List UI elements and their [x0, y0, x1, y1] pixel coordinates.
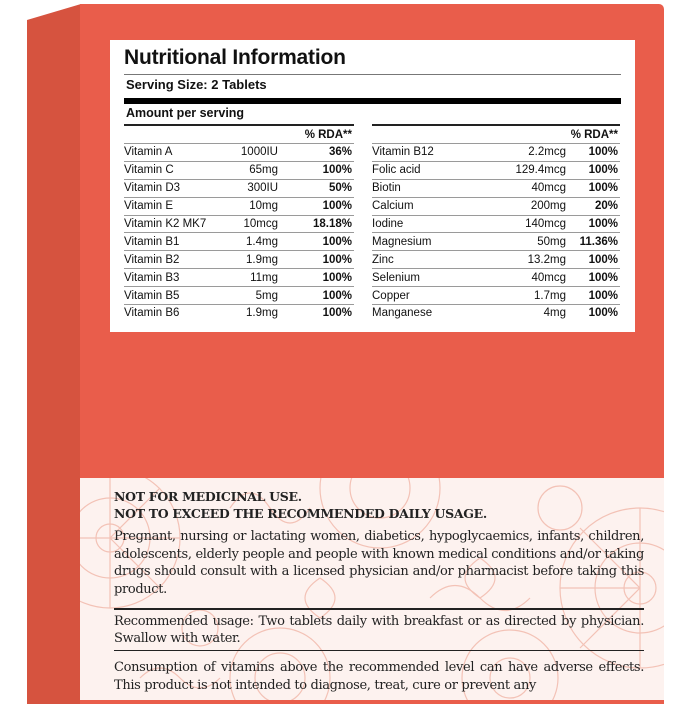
nutrient-name: Vitamin B12: [372, 146, 434, 159]
nutrient-amount: 40mcg: [531, 182, 566, 195]
nutrient-name: Vitamin D3: [124, 182, 181, 195]
nutrient-rda: 11.36%: [579, 235, 618, 248]
nutrient-name: Vitamin K2 MK7: [124, 218, 207, 230]
nutrient-amount: 10mg: [249, 200, 278, 213]
nutrient-rda: 100%: [588, 307, 618, 320]
nutrient-rda: 100%: [322, 200, 352, 213]
nutrient-row: [124, 179, 354, 197]
nutrient-column-right: [372, 124, 620, 322]
nutrient-row: [124, 161, 354, 179]
nutrient-row: [124, 232, 354, 250]
nutrient-amount: 10mcg: [243, 218, 278, 230]
nutrient-rda: 100%: [588, 253, 618, 266]
nutrient-name: Vitamin B3: [124, 271, 180, 284]
nutrient-amount: 11mg: [250, 271, 278, 284]
serving-size: Serving Size: 2 Tablets: [126, 77, 267, 92]
nutrient-rda: 100%: [588, 218, 618, 230]
usage-paragraph: Recommended usage: Two tablets daily with breakfast or as directed by physician. Swallow with water.: [114, 613, 644, 646]
nutrient-amount: 65mg: [249, 164, 278, 177]
nutrient-rda: 100%: [322, 271, 352, 284]
nutrient-amount: 40mcg: [531, 271, 566, 284]
nutrient-amount: 2.2mcg: [528, 146, 566, 159]
nutrient-name: Vitamin C: [124, 164, 174, 177]
nutrient-amount: 1.4mg: [246, 235, 278, 248]
nutrient-name: Vitamin E: [124, 200, 174, 213]
consumption-paragraph: Consumption of vitamins above the recommended level can have adverse effects. This product is not intended to diagnose, treat, cure or prevent any: [114, 660, 644, 693]
nutrient-row: [124, 304, 354, 322]
nutrient-rda: 100%: [588, 164, 618, 177]
divider: [114, 650, 644, 652]
nutrient-rda: 50%: [328, 182, 352, 195]
nutrient-amount: 200mg: [530, 200, 566, 213]
warning-not-medicinal: NOT FOR MEDICINAL USE.: [114, 489, 302, 504]
nutrient-row: [372, 268, 620, 286]
nutrient-name: Biotin: [372, 182, 401, 195]
nutrient-amount: 1.9mg: [246, 307, 278, 320]
nutrient-row: [372, 161, 620, 179]
nutrient-amount: 13.2mg: [527, 253, 566, 266]
nutrient-rda: 20%: [594, 200, 618, 213]
nutrient-amount: 1000IU: [240, 146, 278, 159]
label-title: Nutritional Information: [124, 46, 346, 69]
nutrient-name: Zinc: [372, 253, 394, 266]
nutrient-amount: 50mg: [537, 235, 566, 248]
nutrient-row: [372, 143, 620, 161]
nutrient-rda: 100%: [322, 235, 352, 248]
nutrient-name: Iodine: [372, 218, 404, 230]
nutrient-name: Copper: [372, 289, 410, 302]
nutrient-row: [124, 143, 354, 161]
nutrient-name: Vitamin A: [124, 146, 173, 159]
nutrient-rda: 100%: [322, 307, 352, 320]
nutrient-row: [124, 268, 354, 286]
warnings-text: [114, 488, 644, 694]
divider: [114, 608, 644, 610]
nutrient-name: Vitamin B2: [124, 253, 180, 266]
nutrient-rda: 18.18%: [312, 218, 352, 230]
nutrient-name: Vitamin B6: [124, 307, 180, 320]
nutrient-name: Selenium: [372, 271, 420, 284]
nutrient-amount: 140mcg: [525, 218, 566, 230]
nutrient-name: Vitamin B1: [124, 235, 180, 248]
nutrient-rda: 100%: [588, 182, 618, 195]
nutrient-name: Vitamin B5: [124, 289, 180, 302]
nutrient-rows: [372, 143, 620, 322]
nutrient-row: [372, 179, 620, 197]
nutrient-row: [372, 232, 620, 250]
nutrient-amount: 4mg: [543, 307, 566, 320]
nutrient-column-left: [124, 124, 354, 322]
nutrient-rda: 100%: [588, 271, 618, 284]
nutrient-row: [372, 250, 620, 268]
nutrient-row: [372, 286, 620, 304]
nutrient-rda: 36%: [328, 146, 352, 159]
nutrient-row: [124, 197, 354, 215]
nutrient-row: [124, 286, 354, 304]
nutrient-name: Folic acid: [372, 164, 421, 177]
nutrient-row: [124, 215, 354, 233]
nutrient-name: Manganese: [372, 307, 433, 320]
title-divider: [124, 74, 621, 75]
nutrient-amount: 1.9mg: [246, 253, 278, 266]
nutrient-rda: 100%: [322, 289, 352, 302]
rda-header: % RDA**: [570, 129, 618, 141]
nutrition-label: [110, 40, 635, 332]
nutrient-row: [372, 215, 620, 233]
nutrient-row: [124, 250, 354, 268]
nutrient-rda: 100%: [588, 146, 618, 159]
nutrient-rda: 100%: [322, 253, 352, 266]
nutrient-name: Magnesium: [372, 235, 432, 248]
thick-divider: [124, 98, 621, 104]
warning-daily-usage: NOT TO EXCEED THE RECOMMENDED DAILY USAGE.: [114, 506, 487, 521]
amount-per-serving: Amount per serving: [126, 106, 245, 120]
nutrient-amount: 129.4mcg: [515, 164, 566, 177]
nutrient-amount: 1.7mg: [534, 289, 566, 302]
rda-header: % RDA**: [304, 129, 352, 141]
nutrient-name: Calcium: [372, 200, 414, 213]
caution-paragraph: Pregnant, nursing or lactating women, diabetics, hypoglycaemics, infants, children, adolescents, elderly people and people with known medical conditions and/or taking drugs should consult with a licensed physician and/or pharmacist before taking this product.: [114, 529, 644, 597]
nutrient-rows: [124, 143, 354, 322]
box-side-panel: [27, 4, 81, 704]
nutrient-row: [372, 197, 620, 215]
nutrient-rda: 100%: [588, 289, 618, 302]
nutrient-amount: 5mg: [255, 289, 278, 302]
nutrient-row: [372, 304, 620, 322]
nutrient-amount: 300IU: [247, 182, 278, 195]
nutrient-rda: 100%: [322, 164, 352, 177]
